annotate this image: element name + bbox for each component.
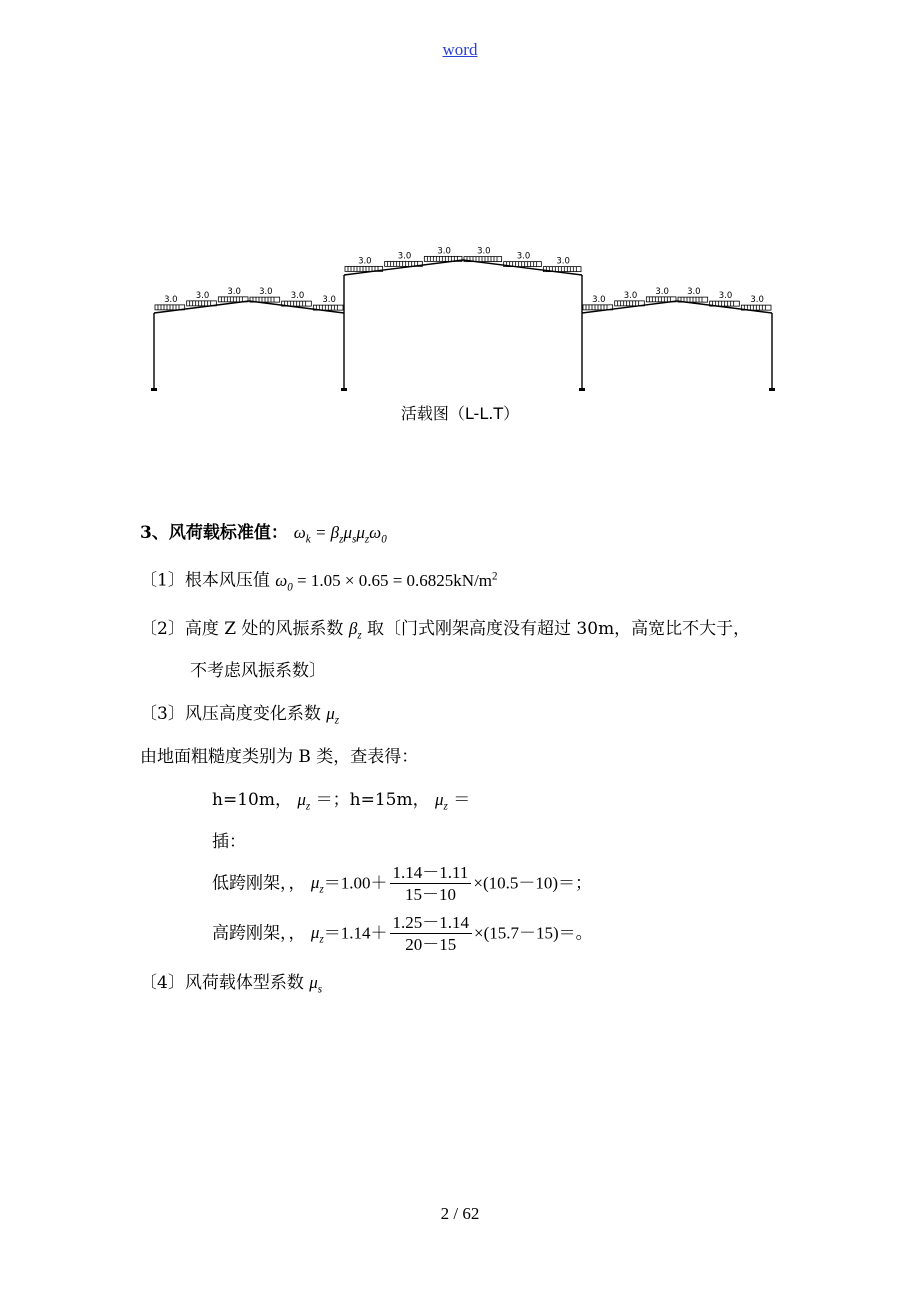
load-label: 3.0 bbox=[750, 295, 764, 306]
item1-text: 〔1〕根本风压值 bbox=[140, 570, 270, 591]
load-label: 3.0 bbox=[477, 246, 491, 257]
item-4 bbox=[140, 972, 322, 997]
load-label: 3.0 bbox=[227, 286, 241, 297]
item3-text: 〔3〕风压高度变化系数 bbox=[140, 704, 321, 724]
load-label: 3.0 bbox=[322, 295, 336, 306]
page-header bbox=[0, 40, 920, 60]
mu-z-symbol-high: $\mu_z$ bbox=[310, 923, 324, 946]
column-support bbox=[579, 388, 585, 391]
column-supports bbox=[151, 388, 775, 391]
load-label: 3.0 bbox=[259, 287, 273, 298]
mu-z-symbol-h2: $\mu_z$ bbox=[434, 790, 448, 813]
h1-text: h=10m， bbox=[212, 790, 292, 810]
high-span-fraction bbox=[390, 912, 473, 956]
item-2 bbox=[140, 618, 750, 643]
load-label: 3.0 bbox=[290, 291, 305, 302]
section-heading bbox=[140, 522, 387, 547]
basic-wind-pressure-formula: $\omega_0 = 1.05 \times 0.65 = 0.6825kN/m^2$ bbox=[275, 570, 498, 594]
load-labels bbox=[164, 246, 764, 305]
item-1 bbox=[140, 569, 498, 594]
height-values-line bbox=[212, 789, 470, 814]
mu-s-symbol: $\mu_s$ bbox=[309, 973, 323, 996]
column-support bbox=[341, 388, 347, 391]
ground-roughness-text: 由地面粗糙度类别为 B 类，查表得： bbox=[140, 747, 419, 767]
high-span-denominator: 20－15 bbox=[405, 935, 457, 955]
column-support bbox=[151, 388, 157, 391]
mu-z-symbol: $\mu_z$ bbox=[326, 704, 340, 727]
mu-z-symbol-h1: $\mu_z$ bbox=[297, 790, 311, 813]
load-label: 3.0 bbox=[437, 246, 451, 257]
h2-tail: ＝ bbox=[453, 790, 471, 810]
load-label: 3.0 bbox=[655, 286, 669, 297]
load-label: 3.0 bbox=[687, 287, 701, 298]
high-span-tail: ×(15.7－15)＝。 bbox=[474, 923, 593, 943]
load-label: 3.0 bbox=[556, 256, 570, 267]
page-number: 2 / 62 bbox=[440, 1204, 480, 1223]
load-label: 3.0 bbox=[516, 251, 531, 262]
load-label: 3.0 bbox=[358, 256, 372, 267]
item2-text-b: 取〔门式刚架高度没有超过 30m，高宽比不大于， bbox=[367, 619, 751, 639]
low-span-denominator: 15－10 bbox=[404, 885, 456, 905]
high-span-equation bbox=[212, 912, 593, 956]
load-label: 3.0 bbox=[397, 251, 412, 262]
item-3 bbox=[140, 703, 339, 728]
figure-caption: 活载图（L-L.T） bbox=[400, 404, 520, 423]
h1-tail: ＝；h=15m， bbox=[315, 790, 430, 810]
low-span-tail: ×(10.5－10)＝； bbox=[473, 873, 593, 893]
high-span-label: 高跨刚架，， bbox=[212, 923, 306, 944]
header-word-link[interactable]: word bbox=[442, 40, 478, 59]
column-support bbox=[769, 388, 775, 391]
low-span-label: 低跨刚架，， bbox=[212, 873, 306, 894]
item4-text: 〔4〕风荷载体型系数 bbox=[140, 973, 304, 993]
mu-z-symbol-low: $\mu_z$ bbox=[310, 873, 324, 896]
frame-lines bbox=[154, 260, 772, 388]
load-label: 3.0 bbox=[592, 294, 606, 305]
live-load-diagram bbox=[140, 236, 780, 396]
high-span-lead: ＝1.14＋ bbox=[323, 923, 388, 943]
item2-text-a: 〔2〕高度 Z 处的风振系数 bbox=[140, 619, 344, 639]
low-span-fraction bbox=[390, 862, 472, 906]
beta-z-symbol: $\beta_z$ bbox=[348, 619, 362, 642]
load-label: 3.0 bbox=[623, 290, 638, 301]
wind-load-formula: $\omega_k = \beta_z\mu_s\mu_z\omega_0$ bbox=[293, 523, 387, 546]
low-span-lead: ＝1.00＋ bbox=[323, 873, 388, 893]
section-title: 3、风荷载标准值： bbox=[140, 523, 288, 543]
high-span-numerator: 1.25－1.14 bbox=[390, 912, 473, 934]
low-span-numerator: 1.14－1.11 bbox=[390, 862, 472, 884]
load-blocks bbox=[155, 256, 771, 310]
item-2-continued: 不考虑风振系数〕 bbox=[190, 661, 326, 681]
load-label: 3.0 bbox=[164, 294, 178, 305]
load-label: 3.0 bbox=[718, 291, 733, 302]
load-label: 3.0 bbox=[195, 290, 210, 301]
interpolation-label: 插： bbox=[212, 832, 246, 852]
low-span-equation bbox=[212, 862, 592, 906]
